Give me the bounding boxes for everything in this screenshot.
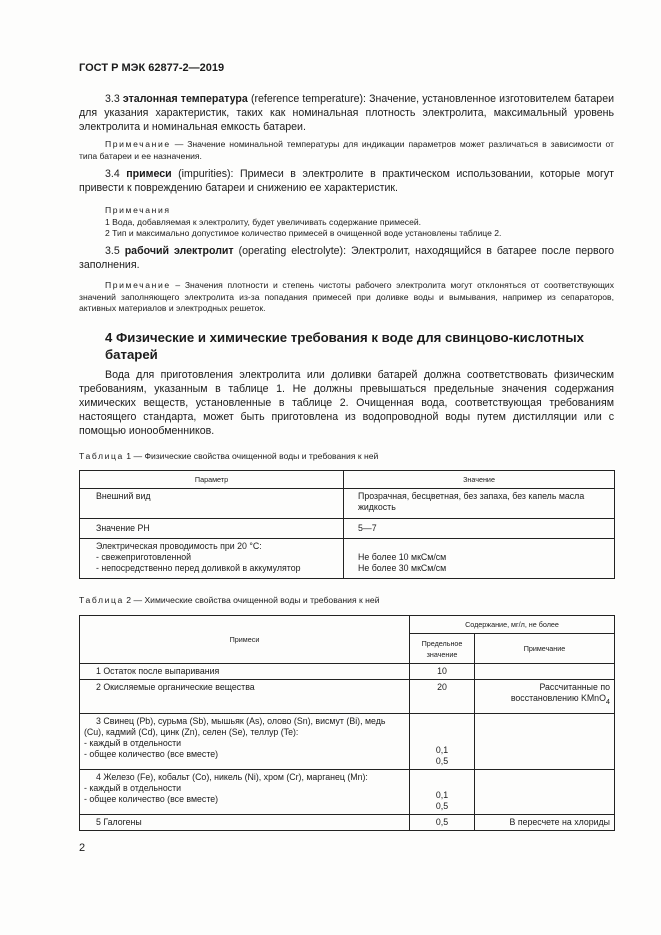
value-line: Не более 10 мкСм/см — [358, 552, 447, 562]
param-title: Электрическая проводимость при 20 °C: — [96, 541, 262, 551]
clause-text: (impurities): Примеси в электролите в практическом использовании, которые могут привести к повреждению батареи и снижению ее характеристик. — [79, 168, 614, 194]
param-sub: - свежеприготовленной — [96, 552, 192, 562]
param-cell — [80, 539, 344, 579]
value-cell: 5—7 — [344, 519, 615, 539]
note-label: Примечание — [105, 139, 171, 149]
note-subscript: 4 — [605, 696, 610, 706]
page-number: 2 — [79, 842, 86, 854]
note-text: Рассчитанные по восстановлению KMnO — [510, 682, 610, 703]
section-4-text: Вода для приготовления электролита или доливки батарей должна соответствовать физическим требованиям, указанным в таблице 1. Не должны превышаться предельные значения содержания химических веществ, установленные в таблице 2. Очищенная вода, соответствующая требованиям настоящего стандарта, может быть приготовлена из водопроводной воды путем дистилляции или с помощью ионообменников. — [79, 369, 614, 437]
limit-line: 0,5 — [435, 756, 449, 766]
clause-3-4 — [79, 167, 614, 195]
impurity-title: 4 Железо (Fe), кобальт (Co), никель (Ni), хром (Cr), марганец (Mn): — [96, 772, 368, 782]
param-sub: - непосредственно перед доливкой в аккумулятор — [96, 563, 301, 573]
impurity-cell — [80, 714, 410, 770]
table-row — [80, 680, 615, 714]
impurity-sub: - общее количество (все вместе) — [84, 794, 219, 804]
caption-text: 2 — Химические свойства очищенной воды и требования к ней — [126, 595, 380, 605]
table-row — [80, 815, 615, 831]
note-3-5 — [79, 280, 614, 315]
limit-line: 0,5 — [435, 801, 449, 811]
table-row — [80, 539, 615, 579]
note-text: — Значение номинальной температуры для индикации параметров может различаться в зависимости от типа батареи и ее назначения. — [79, 139, 614, 161]
column-header: Параметр — [80, 471, 344, 489]
table-row — [80, 489, 615, 519]
impurity-cell: 1 Остаток после выпаривания — [80, 664, 410, 680]
caption-text: 1 — Физические свойства очищенной воды и требования к ней — [126, 451, 379, 461]
table-1-caption — [79, 451, 614, 463]
clause-number: 3.5 — [105, 245, 120, 257]
section-4-heading: 4 Физические и химические требования к воде для свинцово-кислотных батарей — [105, 330, 584, 362]
clause-text: (reference temperature): Значение, установленное изготовителем батареи для указания характеристик, таких как номинальная плотность электролита, максимальный уровень электролита и номинальная емкость батареи. — [79, 93, 615, 133]
note-item: 1 Вода, добавляемая к электролиту, будет увеличивать содержание примесей. — [105, 216, 422, 227]
impurity-cell: 2 Окисляемые органические вещества — [80, 680, 410, 714]
impurity-title: 3 Свинец (Pb), сурьма (Sb), мышьяк (As), олово (Sn), висмут (Bi), медь (Cu), кадмий (Cd), цинк (Zn), селен (Se), теллур (Te): — [84, 716, 386, 737]
impurity-cell — [80, 770, 410, 815]
note-cell: В пересчете на хлориды — [475, 815, 615, 831]
table-2-caption — [79, 595, 614, 607]
impurity-cell: 5 Галогены — [80, 815, 410, 831]
table-row — [80, 770, 615, 815]
clause-term: эталонная температура — [122, 93, 248, 105]
clause-3-5 — [79, 244, 614, 272]
limit-cell — [410, 714, 475, 770]
note-cell — [475, 680, 615, 714]
value-line: Не более 30 мкСм/см — [358, 563, 447, 573]
clause-number: 3.4 — [105, 168, 120, 180]
limit-cell: 20 — [410, 680, 475, 714]
table-label: Таблица — [79, 451, 124, 461]
limit-cell — [410, 770, 475, 815]
clause-term: рабочий электролит — [124, 245, 234, 257]
value-cell: Прозрачная, бесцветная, без запаха, без капель масла жидкость — [344, 489, 615, 519]
note-cell — [475, 770, 615, 815]
impurity-sub: - каждый в отдельности — [84, 738, 182, 748]
column-header: Значение — [344, 471, 615, 489]
param-cell: Внешний вид — [80, 489, 344, 519]
clause-text: (operating electrolyte): Электролит, находящийся в батарее после первого заполнения. — [79, 245, 614, 271]
document-header: ГОСТ Р МЭК 62877-2—2019 — [79, 62, 225, 74]
value-cell — [344, 539, 615, 579]
impurity-sub: - каждый в отдельности — [84, 783, 182, 793]
clause-3-3 — [79, 92, 614, 134]
table-row — [80, 664, 615, 680]
note-label: Примечание — [105, 280, 171, 290]
notes-label: Примечания — [105, 205, 171, 215]
limit-cell: 10 — [410, 664, 475, 680]
note-cell — [475, 664, 615, 680]
note-item: 2 Тип и максимально допустимое количество примесей в очищенной воде установлены таблице 2. — [105, 228, 502, 238]
note-cell — [475, 714, 615, 770]
table-row — [80, 714, 615, 770]
note-text: – Значения плотности и степень чистоты рабочего электролита могут отклоняться от соответствующих значений заполняющего электролита из-за попадания примесей при доливке воды и вымывания, например из сепараторов, активных материалов и электродных решеток. — [79, 280, 614, 313]
clause-number: 3.3 — [105, 93, 120, 105]
table-row — [80, 519, 615, 539]
column-header: Примечание — [475, 634, 615, 664]
table-label: Таблица — [79, 595, 124, 605]
group-header: Содержание, мг/л, не более — [410, 616, 615, 634]
param-cell: Значение PH — [80, 519, 344, 539]
limit-line: 0,1 — [435, 790, 449, 800]
column-header: Примеси — [80, 616, 410, 664]
limit-cell: 0,5 — [410, 815, 475, 831]
notes-3-4 — [105, 205, 615, 240]
limit-line: 0,1 — [435, 745, 449, 755]
column-header: Предельное значение — [410, 634, 475, 664]
note-3-3 — [79, 139, 614, 162]
clause-term: примеси — [126, 168, 172, 180]
table-2 — [79, 615, 615, 831]
table-1 — [79, 470, 615, 579]
impurity-sub: - общее количество (все вместе) — [84, 749, 219, 759]
